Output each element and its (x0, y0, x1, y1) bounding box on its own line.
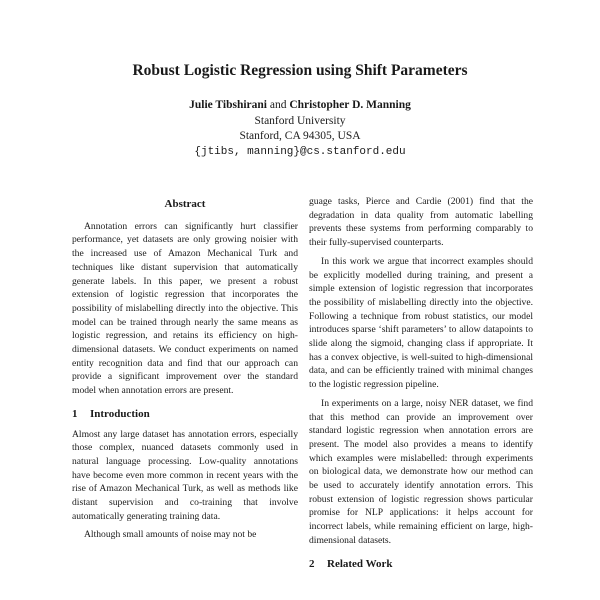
affiliation: Stanford University (254, 114, 346, 127)
intro-paragraph-1: Almost any large dataset has annotation errors, especially those complex, nuanced datasets commonly used in natural language processing. Low-quality annotations have become even more common in recent years with the rise of Amazon Mechanical Turk, as well as methods like distant supervision and co-training that involve automatically generating training data. (72, 428, 298, 522)
section-2-title: Related Work (327, 557, 393, 567)
section-2-heading (309, 558, 533, 567)
address: Stanford, CA 94305, USA (239, 130, 361, 142)
section-1-number: 1 (72, 407, 78, 420)
section-1-title: Introduction (90, 407, 150, 420)
section-2-number: 2 (309, 557, 315, 567)
email: {jtibs, manning}@cs.stanford.edu (194, 145, 406, 158)
author-join: and (269, 99, 287, 111)
section-1-heading (72, 408, 298, 422)
intro-paragraph-4: In experiments on a large, noisy NER dataset, we find that this method can provide an improvement over standard logistic regression when annotation errors are present. The model also provides a means to identify which examples were mislabelled: through experiments on biological data, we demonstrate how our method can be used to accurately identify annotation errors. This robust extension of logistic regression shows particular promise for NLP applications: it helps account for incorrect labels, while remaining efficient on large, high-dimensional datasets. (309, 397, 533, 546)
author-1: Julie Tibshirani (189, 99, 267, 111)
author-line (0, 98, 600, 114)
abstract-text: Annotation errors can significantly hurt classifier performance, yet datasets are only growing noisier with the increased use of Amazon Mechanical Turk and techniques like distant supervision that automatically generate labels. In this paper, we present a robust extension of logistic regression that incorporates the possibility of mislabelling directly into the objective. This model can be trained through nearly the same means as logistic regression, and retains its efficiency on high-dimensional datasets. We conduct experiments on named entity recognition data and find that our approach can provide a significant improvement over the standard model when annotation errors are present. (72, 220, 298, 397)
abstract-heading: Abstract (164, 198, 206, 210)
author-block (0, 98, 600, 160)
paper-title: Robust Logistic Regression using Shift Parameters (132, 62, 468, 79)
intro-paragraph-2-start: Although small amounts of noise may not be (84, 529, 257, 541)
author-2: Christopher D. Manning (289, 99, 411, 111)
left-column (72, 198, 298, 542)
right-column (309, 195, 533, 573)
intro-paragraph-3: In this work we argue that incorrect examples should be explicitly modelled during training, and present a simple extension of logistic regression that incorporates the possibility of mislabelling directly into the objective. Following a technique from robust statistics, our model introduces sparse ‘shift parameters’ to allow datapoints to slide along the sigmoid, changing class if appropriate. It has a convex objective, is well-suited to high-dimensional data, and can be efficiently trained with minimal changes to the logistic regression pipeline. (309, 255, 533, 391)
intro-continued-paragraph: guage tasks, Pierce and Cardie (2001) find that the degradation in data quality from automatic labelling prevents these systems from performing comparably to their fully-supervised counterparts. (309, 196, 533, 249)
